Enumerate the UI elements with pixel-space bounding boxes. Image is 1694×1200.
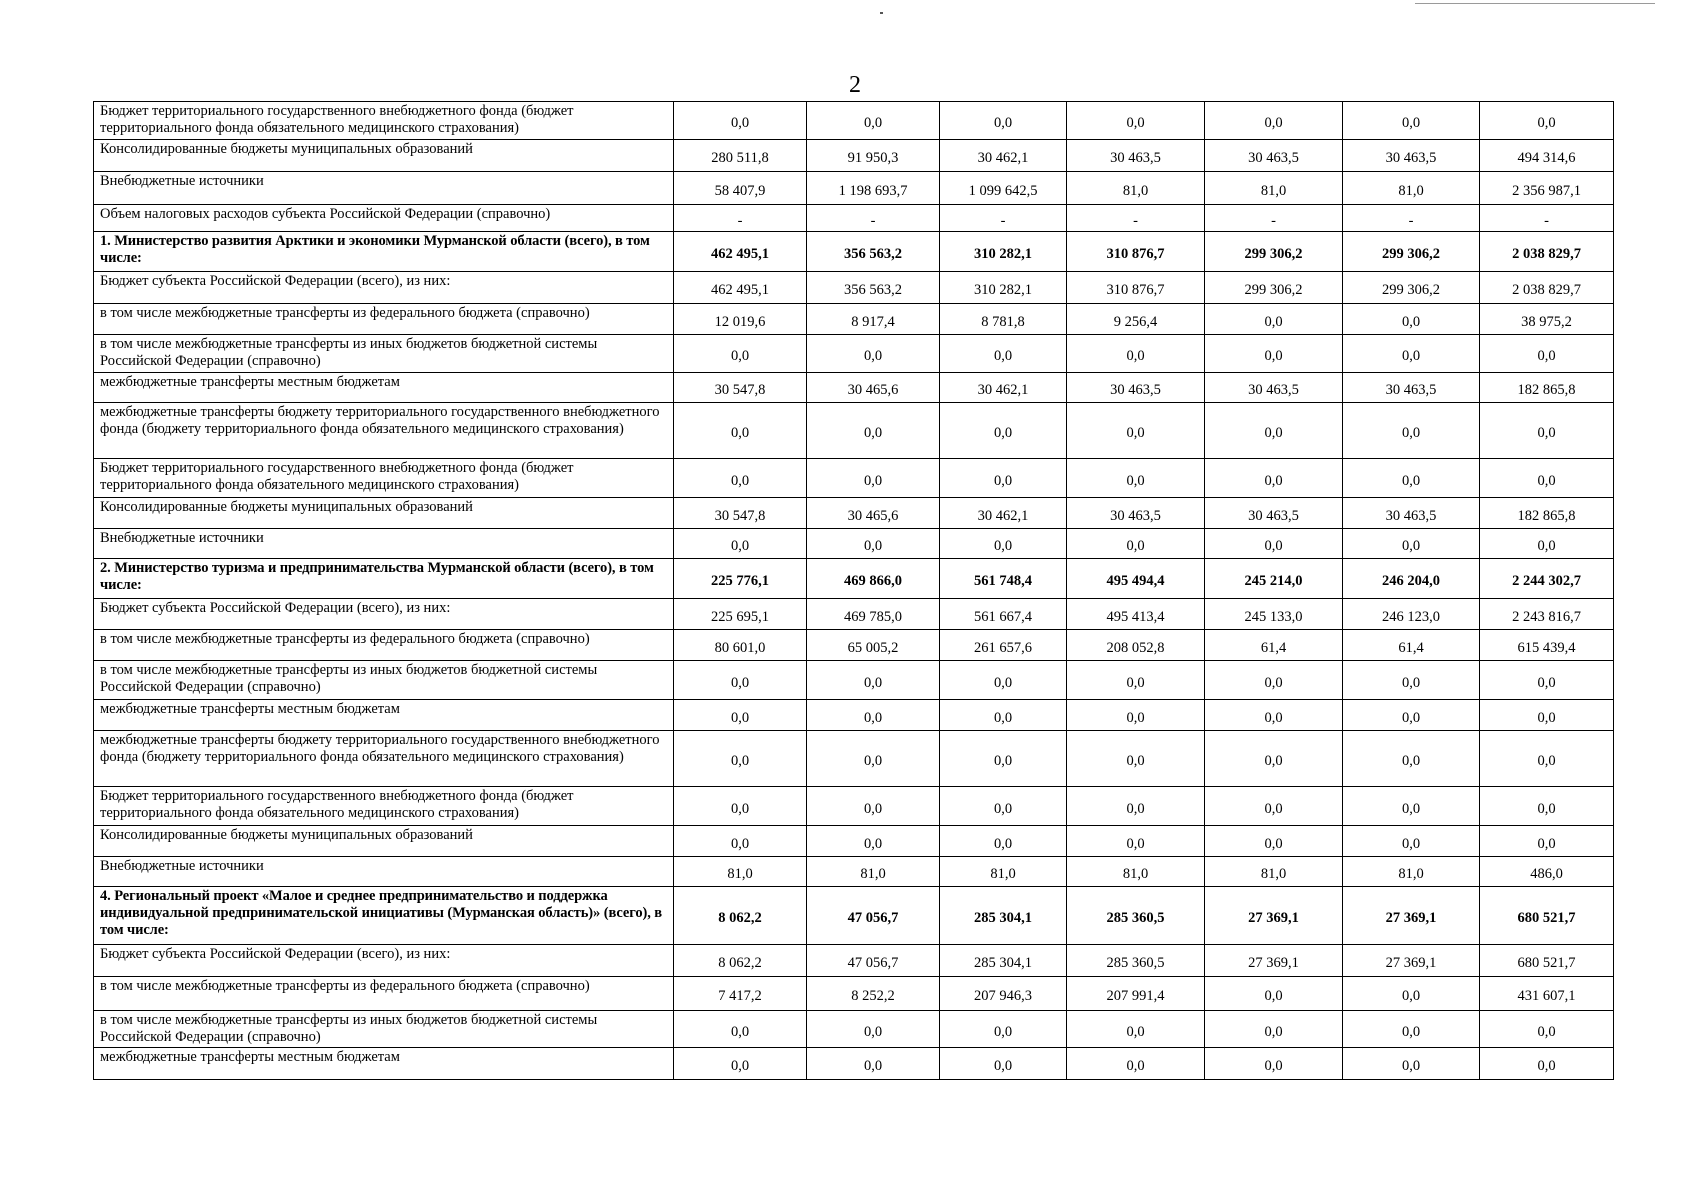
row-label: 1. Министерство развития Арктики и экономики Мурманской области (всего), в том числе:	[94, 232, 674, 272]
table-row	[94, 887, 1614, 945]
value-cell: 0,0	[807, 1011, 940, 1048]
table-row	[94, 459, 1614, 498]
value-cell: 30 463,5	[1343, 140, 1480, 172]
table-row	[94, 787, 1614, 826]
table-row	[94, 661, 1614, 700]
value-cell: 0,0	[674, 731, 807, 787]
value-cell: 182 865,8	[1480, 373, 1614, 403]
value-cell: 8 781,8	[940, 304, 1067, 335]
value-cell: 0,0	[1480, 787, 1614, 826]
value-cell: 680 521,7	[1480, 887, 1614, 945]
value-cell: 0,0	[674, 1011, 807, 1048]
value-cell: 680 521,7	[1480, 945, 1614, 977]
value-cell: 61,4	[1343, 630, 1480, 661]
page-number: 2	[849, 72, 861, 98]
value-cell: 0,0	[1067, 529, 1205, 559]
table-row	[94, 529, 1614, 559]
value-cell: -	[1205, 205, 1343, 232]
value-cell: 0,0	[940, 826, 1067, 857]
value-cell: 81,0	[1067, 857, 1205, 887]
value-cell: 0,0	[807, 335, 940, 373]
value-cell: 0,0	[1067, 335, 1205, 373]
table-row	[94, 373, 1614, 403]
value-cell: 495 494,4	[1067, 559, 1205, 599]
row-label: Бюджет субъекта Российской Федерации (всего), из них:	[94, 945, 674, 977]
table-row	[94, 700, 1614, 731]
value-cell: 61,4	[1205, 630, 1343, 661]
value-cell: 310 876,7	[1067, 232, 1205, 272]
table-row	[94, 172, 1614, 205]
row-label: 4. Региональный проект «Малое и среднее предпринимательство и поддержка индивидуальной предпринимательской инициативы (Мурманская область)» (всего), в том числе:	[94, 887, 674, 945]
value-cell: 469 866,0	[807, 559, 940, 599]
table-row	[94, 630, 1614, 661]
value-cell: 8 062,2	[674, 945, 807, 977]
value-cell: 47 056,7	[807, 945, 940, 977]
value-cell: 0,0	[807, 826, 940, 857]
row-label: межбюджетные трансферты местным бюджетам	[94, 1048, 674, 1080]
value-cell: 8 917,4	[807, 304, 940, 335]
row-label: Внебюджетные источники	[94, 529, 674, 559]
value-cell: 486,0	[1480, 857, 1614, 887]
value-cell: 0,0	[1205, 1011, 1343, 1048]
value-cell: 30 463,5	[1343, 373, 1480, 403]
value-cell: 0,0	[807, 700, 940, 731]
value-cell: 245 133,0	[1205, 599, 1343, 630]
table-row	[94, 1011, 1614, 1048]
value-cell: 0,0	[1205, 977, 1343, 1011]
value-cell: 0,0	[674, 1048, 807, 1080]
row-label: 2. Министерство туризма и предпринимательства Мурманской области (всего), в том числе:	[94, 559, 674, 599]
value-cell: 91 950,3	[807, 140, 940, 172]
value-cell: 0,0	[1205, 529, 1343, 559]
value-cell: 0,0	[1480, 731, 1614, 787]
value-cell: 0,0	[1205, 731, 1343, 787]
value-cell: 285 304,1	[940, 887, 1067, 945]
value-cell: 0,0	[807, 787, 940, 826]
value-cell: 0,0	[1067, 102, 1205, 140]
value-cell: 30 547,8	[674, 498, 807, 529]
value-cell: 30 463,5	[1205, 140, 1343, 172]
value-cell: 0,0	[807, 661, 940, 700]
value-cell: 285 360,5	[1067, 945, 1205, 977]
row-label: Бюджет территориального государственного внебюджетного фонда (бюджет территориального фонда обязательного медицинского страхования)	[94, 102, 674, 140]
value-cell: 0,0	[940, 1011, 1067, 1048]
value-cell: 0,0	[940, 731, 1067, 787]
value-cell: 81,0	[940, 857, 1067, 887]
value-cell: 0,0	[1480, 1011, 1614, 1048]
value-cell: 30 463,5	[1067, 498, 1205, 529]
value-cell: 30 463,5	[1067, 140, 1205, 172]
value-cell: 494 314,6	[1480, 140, 1614, 172]
value-cell: 8 252,2	[807, 977, 940, 1011]
value-cell: 2 038 829,7	[1480, 272, 1614, 304]
value-cell: 0,0	[674, 335, 807, 373]
row-label: в том числе межбюджетные трансферты из иных бюджетов бюджетной системы Российской Федерации (справочно)	[94, 1011, 674, 1048]
value-cell: 207 991,4	[1067, 977, 1205, 1011]
value-cell: 0,0	[807, 529, 940, 559]
value-cell: 462 495,1	[674, 272, 807, 304]
value-cell: 0,0	[1343, 1048, 1480, 1080]
row-label: Консолидированные бюджеты муниципальных образований	[94, 498, 674, 529]
value-cell: 615 439,4	[1480, 630, 1614, 661]
value-cell: 0,0	[1480, 700, 1614, 731]
row-label: в том числе межбюджетные трансферты из федерального бюджета (справочно)	[94, 630, 674, 661]
value-cell: 0,0	[940, 102, 1067, 140]
value-cell: 81,0	[1067, 172, 1205, 205]
value-cell: 0,0	[1205, 335, 1343, 373]
value-cell: 0,0	[1205, 304, 1343, 335]
value-cell: 0,0	[940, 335, 1067, 373]
top-edge-line	[1415, 3, 1655, 4]
value-cell: 310 282,1	[940, 232, 1067, 272]
value-cell: 561 667,4	[940, 599, 1067, 630]
value-cell: 245 214,0	[1205, 559, 1343, 599]
row-label: Объем налоговых расходов субъекта Российской Федерации (справочно)	[94, 205, 674, 232]
value-cell: 0,0	[674, 700, 807, 731]
value-cell: 0,0	[674, 459, 807, 498]
value-cell: 12 019,6	[674, 304, 807, 335]
value-cell: 30 463,5	[1067, 373, 1205, 403]
value-cell: 0,0	[674, 529, 807, 559]
value-cell: -	[940, 205, 1067, 232]
value-cell: 0,0	[807, 403, 940, 459]
value-cell: 2 038 829,7	[1480, 232, 1614, 272]
value-cell: 0,0	[1480, 335, 1614, 373]
value-cell: 208 052,8	[1067, 630, 1205, 661]
value-cell: 0,0	[674, 826, 807, 857]
value-cell: 0,0	[1067, 1048, 1205, 1080]
value-cell: 0,0	[1205, 403, 1343, 459]
value-cell: 9 256,4	[1067, 304, 1205, 335]
value-cell: 0,0	[1343, 661, 1480, 700]
value-cell: 0,0	[674, 661, 807, 700]
value-cell: 27 369,1	[1343, 945, 1480, 977]
row-label: Внебюджетные источники	[94, 857, 674, 887]
value-cell: 0,0	[1067, 700, 1205, 731]
value-cell: 0,0	[1343, 335, 1480, 373]
value-cell: 30 465,6	[807, 373, 940, 403]
value-cell: 1 198 693,7	[807, 172, 940, 205]
value-cell: 0,0	[1067, 731, 1205, 787]
value-cell: 0,0	[674, 787, 807, 826]
row-label: Бюджет субъекта Российской Федерации (всего), из них:	[94, 272, 674, 304]
value-cell: 0,0	[674, 403, 807, 459]
value-cell: 30 462,1	[940, 498, 1067, 529]
row-label: межбюджетные трансферты бюджету территориального государственного внебюджетного фонда (бюджету территориального фонда обязательного медицинского страхования)	[94, 403, 674, 459]
value-cell: 0,0	[1343, 977, 1480, 1011]
value-cell: 81,0	[1205, 857, 1343, 887]
table-row	[94, 205, 1614, 232]
value-cell: 0,0	[1343, 403, 1480, 459]
table-row	[94, 140, 1614, 172]
value-cell: 27 369,1	[1343, 887, 1480, 945]
value-cell: 1 099 642,5	[940, 172, 1067, 205]
value-cell: -	[674, 205, 807, 232]
value-cell: 299 306,2	[1205, 232, 1343, 272]
value-cell: 310 282,1	[940, 272, 1067, 304]
value-cell: 0,0	[940, 403, 1067, 459]
value-cell: 0,0	[940, 1048, 1067, 1080]
value-cell: 81,0	[807, 857, 940, 887]
table-row	[94, 232, 1614, 272]
value-cell: 2 356 987,1	[1480, 172, 1614, 205]
value-cell: 30 463,5	[1343, 498, 1480, 529]
value-cell: 0,0	[1067, 661, 1205, 700]
value-cell: 280 511,8	[674, 140, 807, 172]
value-cell: 299 306,2	[1205, 272, 1343, 304]
table-row	[94, 731, 1614, 787]
value-cell: 0,0	[1067, 1011, 1205, 1048]
value-cell: 356 563,2	[807, 232, 940, 272]
value-cell: 0,0	[1205, 787, 1343, 826]
value-cell: 182 865,8	[1480, 498, 1614, 529]
value-cell: 0,0	[807, 1048, 940, 1080]
value-cell: 0,0	[1480, 459, 1614, 498]
value-cell: 0,0	[1205, 1048, 1343, 1080]
value-cell: 225 695,1	[674, 599, 807, 630]
row-label: Бюджет территориального государственного внебюджетного фонда (бюджет территориального фонда обязательного медицинского страхования)	[94, 787, 674, 826]
value-cell: 30 462,1	[940, 140, 1067, 172]
value-cell: 0,0	[1343, 459, 1480, 498]
value-cell: 0,0	[1067, 826, 1205, 857]
scan-mark	[880, 12, 883, 14]
value-cell: 30 463,5	[1205, 373, 1343, 403]
value-cell: 0,0	[940, 787, 1067, 826]
row-label: межбюджетные трансферты местным бюджетам	[94, 373, 674, 403]
value-cell: 356 563,2	[807, 272, 940, 304]
row-label: в том числе межбюджетные трансферты из федерального бюджета (справочно)	[94, 977, 674, 1011]
value-cell: 38 975,2	[1480, 304, 1614, 335]
value-cell: 299 306,2	[1343, 232, 1480, 272]
value-cell: 7 417,2	[674, 977, 807, 1011]
value-cell: 0,0	[1480, 102, 1614, 140]
value-cell: 0,0	[940, 661, 1067, 700]
row-label: Консолидированные бюджеты муниципальных образований	[94, 140, 674, 172]
value-cell: 207 946,3	[940, 977, 1067, 1011]
value-cell: 30 547,8	[674, 373, 807, 403]
value-cell: 30 462,1	[940, 373, 1067, 403]
table-row	[94, 559, 1614, 599]
value-cell: 0,0	[940, 459, 1067, 498]
value-cell: 2 244 302,7	[1480, 559, 1614, 599]
value-cell: 47 056,7	[807, 887, 940, 945]
value-cell: 310 876,7	[1067, 272, 1205, 304]
value-cell: 0,0	[1343, 826, 1480, 857]
value-cell: 0,0	[940, 700, 1067, 731]
value-cell: 431 607,1	[1480, 977, 1614, 1011]
value-cell: 0,0	[1480, 529, 1614, 559]
value-cell: 0,0	[1480, 826, 1614, 857]
value-cell: 0,0	[1067, 459, 1205, 498]
value-cell: 0,0	[1205, 661, 1343, 700]
table-row	[94, 304, 1614, 335]
value-cell: -	[1067, 205, 1205, 232]
value-cell: 0,0	[1205, 700, 1343, 731]
value-cell: 0,0	[1343, 102, 1480, 140]
value-cell: 0,0	[1343, 700, 1480, 731]
value-cell: 0,0	[1343, 731, 1480, 787]
budget-table	[93, 101, 1614, 1080]
value-cell: 30 463,5	[1205, 498, 1343, 529]
value-cell: 0,0	[940, 529, 1067, 559]
value-cell: 81,0	[1205, 172, 1343, 205]
value-cell: 27 369,1	[1205, 945, 1343, 977]
value-cell: 469 785,0	[807, 599, 940, 630]
value-cell: -	[1480, 205, 1614, 232]
value-cell: 225 776,1	[674, 559, 807, 599]
budget-table-body	[94, 102, 1614, 1080]
value-cell: 80 601,0	[674, 630, 807, 661]
table-row	[94, 977, 1614, 1011]
value-cell: 299 306,2	[1343, 272, 1480, 304]
row-label: в том числе межбюджетные трансферты из федерального бюджета (справочно)	[94, 304, 674, 335]
value-cell: 81,0	[674, 857, 807, 887]
row-label: Консолидированные бюджеты муниципальных образований	[94, 826, 674, 857]
value-cell: 0,0	[1480, 661, 1614, 700]
value-cell: 0,0	[1067, 403, 1205, 459]
value-cell: 285 304,1	[940, 945, 1067, 977]
value-cell: 0,0	[1480, 1048, 1614, 1080]
table-row	[94, 403, 1614, 459]
value-cell: 27 369,1	[1205, 887, 1343, 945]
row-label: межбюджетные трансферты местным бюджетам	[94, 700, 674, 731]
value-cell: 246 204,0	[1343, 559, 1480, 599]
value-cell: -	[807, 205, 940, 232]
value-cell: 0,0	[1343, 1011, 1480, 1048]
row-label: Внебюджетные источники	[94, 172, 674, 205]
value-cell: 0,0	[1480, 403, 1614, 459]
table-row	[94, 826, 1614, 857]
value-cell: 0,0	[1343, 304, 1480, 335]
table-row	[94, 498, 1614, 529]
value-cell: 0,0	[1067, 787, 1205, 826]
value-cell: 0,0	[807, 731, 940, 787]
table-row	[94, 1048, 1614, 1080]
value-cell: 462 495,1	[674, 232, 807, 272]
value-cell: 8 062,2	[674, 887, 807, 945]
value-cell: 0,0	[807, 459, 940, 498]
value-cell: 0,0	[1205, 102, 1343, 140]
value-cell: 285 360,5	[1067, 887, 1205, 945]
value-cell: 81,0	[1343, 857, 1480, 887]
row-label: межбюджетные трансферты бюджету территориального государственного внебюджетного фонда (бюджету территориального фонда обязательного медицинского страхования)	[94, 731, 674, 787]
value-cell: 30 465,6	[807, 498, 940, 529]
table-row	[94, 945, 1614, 977]
row-label: в том числе межбюджетные трансферты из иных бюджетов бюджетной системы Российской Федерации (справочно)	[94, 661, 674, 700]
value-cell: 0,0	[807, 102, 940, 140]
table-row	[94, 272, 1614, 304]
value-cell: 561 748,4	[940, 559, 1067, 599]
table-row	[94, 857, 1614, 887]
value-cell: 0,0	[1343, 787, 1480, 826]
table-row	[94, 102, 1614, 140]
value-cell: 0,0	[1205, 826, 1343, 857]
value-cell: 58 407,9	[674, 172, 807, 205]
value-cell: 65 005,2	[807, 630, 940, 661]
value-cell: 261 657,6	[940, 630, 1067, 661]
value-cell: 0,0	[1205, 459, 1343, 498]
row-label: Бюджет территориального государственного внебюджетного фонда (бюджет территориального фонда обязательного медицинского страхования)	[94, 459, 674, 498]
value-cell: 81,0	[1343, 172, 1480, 205]
value-cell: 0,0	[1343, 529, 1480, 559]
value-cell: 0,0	[674, 102, 807, 140]
row-label: Бюджет субъекта Российской Федерации (всего), из них:	[94, 599, 674, 630]
value-cell: 2 243 816,7	[1480, 599, 1614, 630]
table-row	[94, 335, 1614, 373]
value-cell: -	[1343, 205, 1480, 232]
value-cell: 246 123,0	[1343, 599, 1480, 630]
row-label: в том числе межбюджетные трансферты из иных бюджетов бюджетной системы Российской Федерации (справочно)	[94, 335, 674, 373]
table-row	[94, 599, 1614, 630]
value-cell: 495 413,4	[1067, 599, 1205, 630]
